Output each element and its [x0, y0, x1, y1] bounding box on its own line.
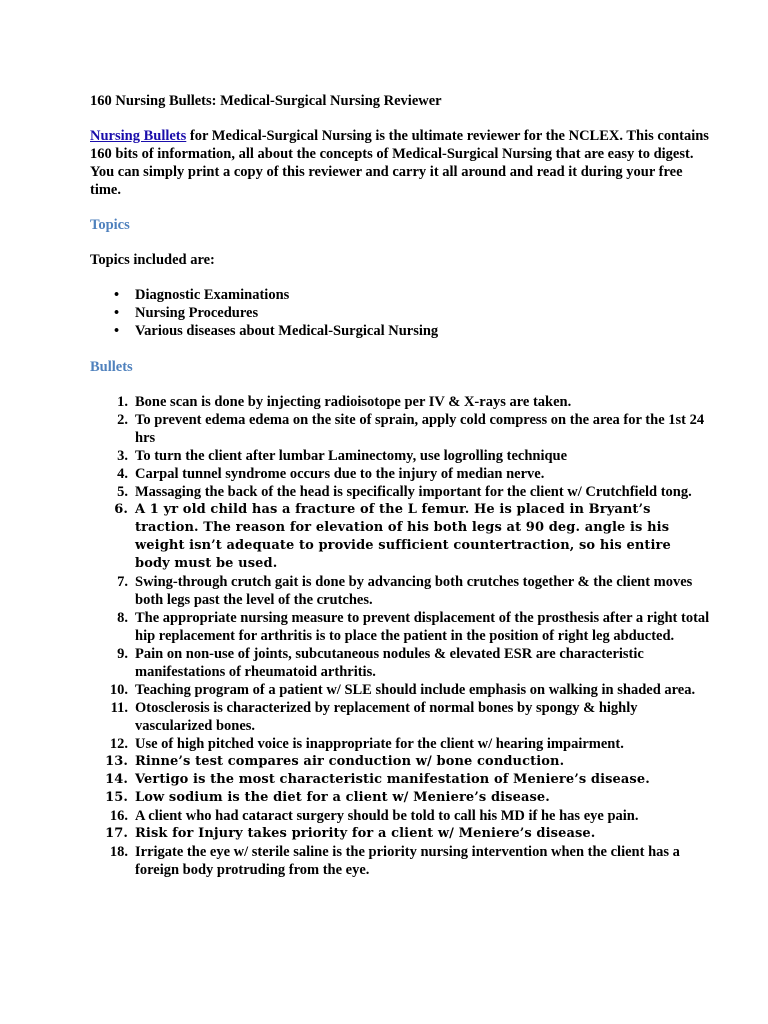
item-text: Swing-through crutch gait is done by advancing both crutches together & the client moves both legs past the level of the crutches.: [135, 574, 693, 608]
bullet-icon: •: [114, 305, 120, 321]
intro-paragraph: [90, 127, 710, 199]
list-item: [90, 465, 710, 483]
nursing-bullets-link[interactable]: Nursing Bullets: [90, 128, 187, 144]
item-number: 7.: [117, 574, 128, 590]
list-item: [90, 393, 710, 411]
item-number: 3.: [117, 448, 128, 464]
topic-text: Nursing Procedures: [135, 305, 259, 321]
item-text: Risk for Injury takes priority for a client w/ Meniere’s disease.: [135, 826, 596, 841]
item-text: To turn the client after lumbar Laminectomy, use logrolling technique: [135, 448, 568, 464]
topic-text: Diagnostic Examinations: [135, 287, 290, 303]
item-text: A 1 yr old child has a fracture of the L femur. He is placed in Bryant’s traction. The reason for elevation of his both legs at 90 deg. angle is his weight isn’t adequate to provide sufficient countertraction, so his entire body must be used.: [135, 502, 671, 571]
item-text: Pain on non-use of joints, subcutaneous nodules & elevated ESR are characteristic manifestations of rheumatoid arthritis.: [135, 646, 644, 680]
item-number: 15.: [105, 790, 128, 805]
list-item: [90, 483, 710, 501]
list-item: [90, 771, 710, 789]
intro-text: for Medical-Surgical Nursing is the ultimate reviewer for the NCLEX. This contains 160 bits of information, all about the concepts of Medical-Surgical Nursing that are easy to digest. You can simply print a copy of this reviewer and carry it all around and read it during your free time.: [90, 128, 709, 198]
list-item: [90, 807, 710, 825]
list-item: [90, 789, 710, 807]
item-number: 2.: [117, 412, 128, 428]
document-page: [90, 92, 710, 879]
bullet-icon: •: [114, 323, 120, 339]
item-number: 10.: [109, 682, 128, 698]
list-item: [90, 447, 710, 465]
list-item: [90, 753, 710, 771]
bullets-heading: Bullets: [90, 359, 133, 375]
item-number: 14.: [105, 772, 128, 787]
item-number: 9.: [117, 646, 128, 662]
bullets-list: [90, 393, 710, 879]
list-item: [90, 286, 710, 304]
item-number: 5.: [117, 484, 128, 500]
list-item: [90, 645, 710, 681]
item-text: Otosclerosis is characterized by replacement of normal bones by spongy & highly vascularized bones.: [135, 700, 638, 734]
list-item: [90, 411, 710, 447]
item-number: 12.: [109, 736, 128, 752]
topics-intro: Topics included are:: [90, 252, 215, 268]
item-number: 1.: [117, 394, 128, 410]
list-item: [90, 322, 710, 340]
item-text: Teaching program of a patient w/ SLE should include emphasis on walking in shaded area.: [135, 682, 696, 698]
item-text: Irrigate the eye w/ sterile saline is the priority nursing intervention when the client has a foreign body protruding from the eye.: [135, 844, 680, 878]
item-text: A client who had cataract surgery should be told to call his MD if he has eye pain.: [135, 808, 639, 824]
bullet-icon: •: [114, 287, 120, 303]
item-number: 16.: [109, 808, 128, 824]
document-title: 160 Nursing Bullets: Medical-Surgical Nursing Reviewer: [90, 93, 442, 109]
list-item: [90, 735, 710, 753]
list-item: [90, 304, 710, 322]
item-number: 18.: [109, 844, 128, 860]
item-number: 6.: [114, 502, 128, 517]
list-item: [90, 609, 710, 645]
item-text: Massaging the back of the head is specifically important for the client w/ Crutchfield tong.: [135, 484, 692, 500]
topics-heading: Topics: [90, 217, 130, 233]
list-item: [90, 843, 710, 879]
item-text: To prevent edema edema on the site of sprain, apply cold compress on the area for the 1st 24 hrs: [135, 412, 705, 446]
item-number: 11.: [110, 700, 128, 716]
item-text: Rinne’s test compares air conduction w/ bone conduction.: [135, 754, 565, 769]
item-text: Use of high pitched voice is inappropriate for the client w/ hearing impairment.: [135, 736, 624, 752]
item-text: Bone scan is done by injecting radioisotope per IV & X-rays are taken.: [135, 394, 572, 410]
item-text: Carpal tunnel syndrome occurs due to the injury of median nerve.: [135, 466, 545, 482]
item-number: 4.: [117, 466, 128, 482]
item-number: 8.: [117, 610, 128, 626]
item-number: 17.: [105, 826, 128, 841]
list-item: [90, 573, 710, 609]
list-item: [90, 825, 710, 843]
item-text: The appropriate nursing measure to prevent displacement of the prosthesis after a right total hip replacement for arthritis is to place the patient in the position of right leg abducted.: [135, 610, 710, 644]
list-item: [90, 699, 710, 735]
item-text: Low sodium is the diet for a client w/ Meniere’s disease.: [135, 790, 550, 805]
item-number: 13.: [105, 754, 128, 769]
topic-text: Various diseases about Medical-Surgical Nursing: [135, 323, 439, 339]
list-item: [90, 501, 710, 573]
list-item: [90, 681, 710, 699]
item-text: Vertigo is the most characteristic manifestation of Meniere’s disease.: [135, 772, 650, 787]
topics-list: [90, 286, 710, 340]
